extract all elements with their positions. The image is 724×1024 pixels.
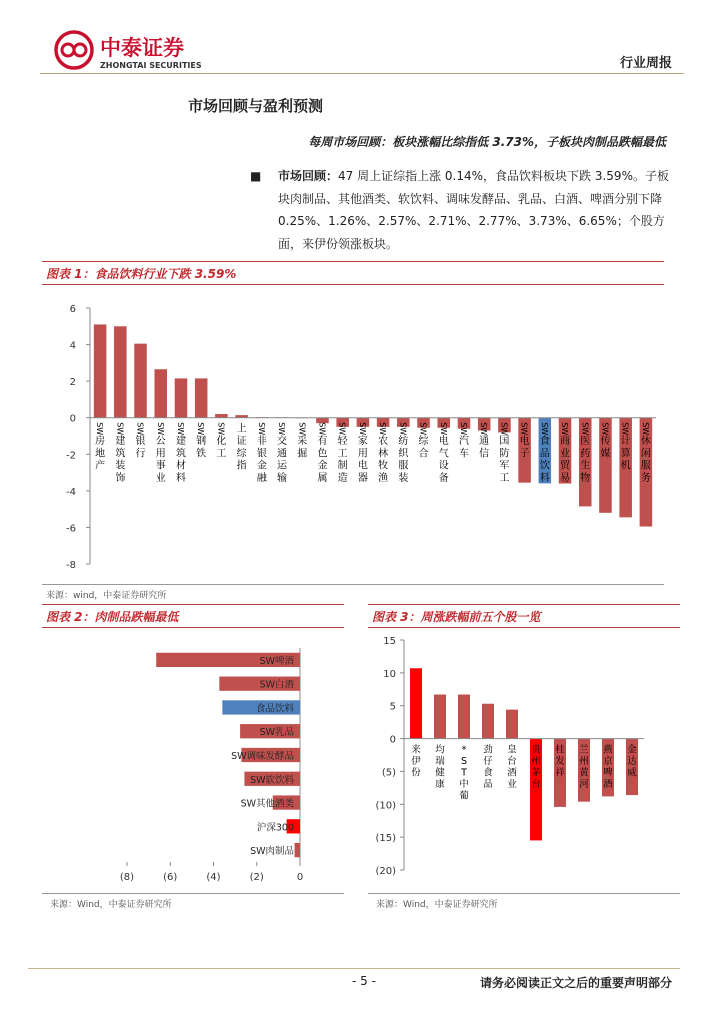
x-label-劲仔食品: [483, 744, 493, 791]
label-char: 来: [411, 744, 421, 756]
label-char: 输: [277, 472, 288, 484]
label-char: 非: [256, 436, 267, 448]
label-char: 瑞: [435, 756, 445, 768]
label-char: 发: [555, 756, 565, 768]
y-tick-label: 0: [69, 413, 76, 425]
label-char: 茅: [531, 767, 541, 779]
bar-SW银行: [134, 344, 147, 418]
label-char: 属: [317, 472, 328, 484]
label-char: 通: [479, 436, 490, 448]
label-char: SW: [216, 422, 226, 436]
label-char: 材: [175, 460, 186, 472]
category-label-SW软饮料: SW软饮料: [250, 774, 294, 786]
category-label-SW白酒: SW白酒: [259, 679, 294, 691]
label-char: 食: [483, 767, 493, 779]
label-char: 装: [398, 472, 409, 484]
category-label-SW其他酒类: SW其他酒类: [240, 798, 294, 810]
label-char: 生: [580, 460, 591, 472]
label-char: 黄: [579, 767, 589, 779]
label-char: 中: [459, 779, 469, 791]
market-review-paragraph: [250, 165, 672, 255]
label-char: SW: [317, 422, 327, 436]
label-char: 渔: [378, 472, 389, 484]
x-label-燕京啤酒: [603, 744, 613, 791]
label-char: 子: [519, 448, 530, 460]
label-char: SW: [519, 422, 529, 436]
label-char: 州: [531, 756, 541, 768]
x-label-SW综合: [419, 422, 430, 459]
label-char: 运: [277, 460, 288, 472]
x-label-SW传媒: [600, 422, 610, 459]
x-label-SW化工: [216, 422, 226, 459]
x-label-SW休闲服务: [641, 422, 651, 484]
label-char: SW: [398, 422, 408, 436]
label-char: 色: [317, 448, 328, 460]
y-tick-label: -2: [66, 450, 76, 462]
section-subtitle: 每周市场回顾：板块涨幅比综指低 3.73%，子板块肉制品跌幅最低: [308, 135, 666, 149]
category-label-SW肉制品: SW肉制品: [250, 846, 294, 858]
label-char: 闲: [640, 448, 651, 460]
x-label-均瑞健康: [435, 744, 445, 791]
logo-brand-cn: 中泰证券: [100, 36, 184, 60]
label-char: SW: [297, 422, 307, 436]
label-char: 饮: [539, 460, 550, 472]
label-char: 证: [236, 436, 247, 448]
label-char: 服: [640, 460, 651, 472]
label-char: SW: [458, 422, 468, 436]
label-char: 物: [580, 472, 591, 484]
label-char: 地: [95, 448, 106, 460]
label-char: 贵: [531, 744, 541, 756]
label-char: 气: [438, 448, 449, 460]
label-char: 综: [418, 436, 429, 448]
category-label-SW调味发酵品: SW调味发酵品: [231, 751, 294, 762]
category-label-沪深300: 沪深300: [256, 822, 294, 834]
bar-SW肉制品: [295, 843, 300, 857]
label-char: 计: [620, 436, 631, 448]
label-char: 公: [155, 436, 166, 448]
label-char: 健: [435, 767, 445, 779]
label-char: 钢: [196, 436, 207, 448]
x-label-SW银行: [136, 422, 146, 459]
x-label-SW电气设备: [439, 422, 449, 484]
label-char: 军: [499, 460, 510, 472]
label-char: 料: [539, 472, 550, 484]
x-label-SW有色金属: [317, 422, 327, 484]
label-char: SW: [418, 422, 428, 436]
x-label-SW汽车: [459, 422, 469, 459]
label-char: 工: [499, 472, 510, 484]
label-char: 威: [627, 767, 637, 779]
label-char: 农: [378, 436, 389, 448]
logo-brand-en: ZHONGTAI SECURITIES: [100, 61, 202, 70]
figure2-source: 来源：Wind，中泰证券研究所: [50, 900, 172, 910]
x-label-SW计算机: [621, 422, 631, 471]
label-char: SW: [600, 422, 610, 436]
label-char: 融: [256, 472, 267, 484]
x-label-上证综指: [237, 422, 248, 472]
y-tick-label: -8: [66, 560, 76, 571]
label-char: 饰: [115, 472, 126, 484]
label-char: SW: [378, 422, 388, 436]
label-char: 家: [357, 436, 368, 448]
label-char: 易: [560, 472, 571, 484]
x-label-SW非银金融: [257, 422, 268, 484]
label-char: 品: [483, 779, 493, 791]
label-char: 算: [620, 448, 631, 460]
y-tick-label: -6: [66, 523, 76, 535]
label-char: 燕: [603, 744, 613, 756]
label-char: 信: [479, 448, 490, 460]
label-char: 通: [277, 448, 288, 460]
x-label-SW国防军工: [499, 422, 509, 484]
bar-SW公用事业: [154, 369, 167, 417]
label-char: 达: [627, 756, 637, 768]
label-char: 建: [115, 436, 126, 448]
label-char: 电: [357, 460, 368, 472]
label-char: 器: [357, 472, 368, 484]
y-tick-label: 6: [69, 304, 76, 315]
label-char: 牧: [378, 460, 389, 472]
label-char: 酒: [603, 779, 613, 791]
figure1-chart: [42, 290, 664, 585]
label-char: 劲: [483, 744, 493, 756]
label-char: SW: [115, 422, 125, 436]
figure1-source-divider: [42, 584, 664, 585]
x-tick-label: 0: [296, 872, 304, 883]
label-char: 贸: [560, 460, 571, 472]
figure1-title: 图表 1：食品饮料行业下跌 3.59%: [46, 267, 237, 281]
x-tick-label: (6): [163, 872, 178, 883]
x-label-来伊份: [411, 744, 421, 779]
label-char: *: [461, 744, 467, 756]
label-char: 桂: [555, 744, 565, 756]
label-char: 兰: [579, 744, 589, 756]
label-char: 服: [398, 460, 409, 472]
category-label-SW乳品: SW乳品: [259, 727, 294, 739]
label-char: 电: [438, 436, 449, 448]
figure2-source-divider: [42, 893, 344, 894]
logo-right-loop: [74, 44, 86, 56]
label-char: 啤: [603, 767, 613, 779]
label-char: 休: [640, 436, 651, 448]
label-char: SW: [479, 422, 489, 436]
label-char: SW: [640, 422, 650, 436]
label-char: 产: [95, 460, 106, 472]
x-label-兰州黄河: [579, 744, 589, 791]
label-char: 药: [580, 448, 591, 460]
label-char: 掘: [297, 448, 308, 460]
label-char: 化: [216, 436, 227, 448]
label-char: SW: [95, 422, 105, 436]
x-tick-label: (4): [206, 872, 221, 883]
figure1-title-bar: [42, 261, 664, 285]
label-char: SW: [277, 422, 287, 436]
x-label-SW房地产: [95, 422, 105, 471]
label-char: 料: [175, 472, 186, 484]
label-char: 传: [600, 436, 611, 448]
label-char: 皇: [507, 744, 517, 756]
label-char: 筑: [115, 448, 126, 460]
label-char: 筑: [175, 448, 186, 460]
x-label-SW医药生物: [580, 422, 590, 484]
label-char: 设: [438, 460, 449, 472]
label-char: 医: [580, 436, 591, 448]
label-char: SW: [560, 422, 570, 436]
paragraph-text: 47 周上证综指上涨 0.14%，食品饮料板块下跌 3.59%。子板块肉制品、其他酒类、软饮料、调味发酵品、乳品、白酒、啤酒分别下降 0.25%、1.26%、2.57%、2.71%、2.77%、3.73%、6.65%；个股方面，来伊份领涨板块。: [278, 169, 669, 251]
label-char: 轻: [337, 436, 348, 448]
label-char: 业: [155, 472, 166, 484]
label-char: 建: [175, 436, 186, 448]
label-char: 指: [236, 460, 247, 472]
footer-divider: [28, 968, 680, 969]
paragraph-lead: 市场回顾：: [278, 169, 339, 183]
label-char: 用: [357, 448, 368, 460]
x-label-SW建筑材料: [176, 422, 186, 484]
figure3-title-bar: [368, 604, 680, 628]
label-char: 台: [507, 756, 517, 768]
y-tick-label: (10): [375, 800, 396, 812]
logo-left-loop: [62, 44, 74, 56]
label-char: 京: [603, 756, 613, 768]
label-char: 事: [155, 460, 166, 472]
figure3-chart: [368, 630, 680, 892]
label-char: 国: [499, 436, 510, 448]
x-label-SW商业贸易: [560, 422, 571, 484]
label-char: 业: [507, 779, 517, 791]
label-char: SW: [580, 422, 590, 436]
label-char: 银: [256, 448, 267, 460]
x-label-SW建筑装饰: [115, 422, 125, 484]
label-char: SW: [357, 422, 367, 436]
label-char: 伊: [411, 756, 421, 768]
label-char: SW: [620, 422, 630, 436]
label-char: SW: [135, 422, 145, 436]
x-label-SW通信: [479, 422, 489, 459]
label-char: 金: [627, 744, 637, 756]
label-char: 造: [337, 472, 348, 484]
label-char: 林: [378, 448, 389, 460]
label-char: S: [460, 756, 468, 768]
x-label-*ST中葡: [459, 745, 469, 802]
label-char: 食: [539, 436, 550, 448]
company-logo: [52, 28, 282, 72]
bar-SW房地产: [94, 324, 107, 417]
label-char: 均: [435, 744, 445, 756]
figure3-source: 来源：Wind，中泰证券研究所: [376, 900, 498, 910]
label-char: 份: [411, 767, 421, 779]
y-tick-label: 5: [389, 701, 396, 713]
bar-SW建筑材料: [175, 378, 188, 417]
x-label-SW食品饮料: [540, 422, 550, 484]
figure2-chart: [42, 630, 344, 892]
label-char: 车: [458, 448, 469, 460]
label-char: 铁: [196, 448, 207, 460]
y-tick-label: 0: [389, 734, 396, 746]
label-char: 银: [135, 436, 146, 448]
page-number: - 5 -: [352, 974, 376, 988]
label-char: 河: [579, 779, 589, 791]
label-char: SW: [337, 422, 347, 436]
label-char: 备: [438, 472, 449, 484]
x-label-SW轻工制造: [338, 422, 349, 484]
x-label-SW纺织服装: [398, 422, 409, 484]
label-char: 制: [337, 460, 348, 472]
section-title: 市场回顾与盈利预测: [188, 97, 324, 115]
figure1-source: 来源：wind，中泰证券研究所: [46, 591, 167, 601]
bar-劲仔食品: [482, 704, 494, 739]
x-tick-label: (2): [249, 872, 264, 883]
label-char: SW: [438, 422, 448, 436]
x-label-金达威: [627, 744, 637, 779]
bar-SW化工: [215, 414, 228, 418]
label-char: SW: [155, 422, 165, 436]
x-label-SW钢铁: [196, 422, 206, 459]
label-char: 上: [236, 423, 247, 435]
label-char: 行: [135, 448, 146, 460]
label-char: 务: [640, 472, 651, 484]
label-char: 电: [519, 436, 530, 448]
label-char: 酒: [507, 767, 517, 779]
category-label-食品饮料: 食品饮料: [255, 703, 294, 715]
figure2-title-bar: [42, 604, 344, 628]
figure2-title: 图表 2：肉制品跌幅最低: [46, 610, 179, 624]
report-type-label: 行业周报: [619, 56, 672, 71]
label-char: 工: [216, 448, 227, 460]
label-char: 葡: [459, 790, 469, 802]
label-char: 有: [317, 436, 328, 448]
label-char: 交: [277, 436, 288, 448]
y-tick-label: 15: [383, 636, 396, 647]
label-char: 用: [155, 448, 166, 460]
label-char: 媒: [600, 448, 611, 460]
footer-disclaimer: 请务必阅读正文之后的重要声明部分: [479, 976, 672, 990]
y-tick-label: 4: [69, 340, 76, 352]
label-char: 金: [256, 460, 267, 472]
y-tick-label: 10: [383, 668, 396, 680]
label-char: SW: [539, 422, 549, 436]
label-char: 工: [337, 448, 348, 460]
header-divider: [40, 73, 684, 74]
label-char: SW: [196, 422, 206, 436]
x-label-SW家用电器: [358, 422, 368, 484]
label-char: 业: [560, 448, 571, 460]
x-label-贵州茅台: [531, 744, 541, 791]
label-char: SW: [256, 422, 266, 436]
y-tick-label: (20): [375, 866, 396, 877]
label-char: SW: [499, 422, 509, 436]
y-tick-label: (15): [375, 833, 396, 845]
label-char: 金: [317, 460, 328, 472]
label-char: 康: [435, 779, 445, 791]
bar-*ST中葡: [458, 695, 470, 739]
label-char: SW: [175, 422, 185, 436]
label-char: T: [461, 767, 467, 779]
label-char: 台: [531, 779, 541, 791]
x-tick-label: (8): [119, 872, 135, 883]
bar-皇台酒业: [506, 710, 518, 739]
y-tick-label: (5): [381, 767, 396, 779]
label-char: 机: [620, 460, 631, 472]
label-char: 采: [297, 436, 308, 448]
bar-来伊份: [410, 668, 422, 738]
label-char: 仔: [483, 756, 493, 768]
category-label-SW啤酒: SW啤酒: [259, 655, 294, 667]
y-tick-label: 2: [69, 377, 76, 389]
label-char: 织: [398, 448, 409, 460]
x-label-SW电子: [520, 422, 530, 459]
figure3-source-divider: [368, 893, 680, 894]
x-label-SW公用事业: [156, 422, 166, 484]
label-char: 防: [499, 448, 510, 460]
label-char: 装: [115, 460, 126, 472]
label-char: 房: [95, 436, 106, 448]
bar-均瑞健康: [434, 695, 446, 739]
x-label-SW交通运输: [277, 422, 288, 484]
label-char: 品: [539, 448, 550, 460]
bullet-icon: ■: [250, 169, 262, 183]
label-char: 祥: [555, 767, 565, 779]
label-char: 综: [236, 448, 247, 460]
x-label-SW采掘: [297, 422, 307, 459]
label-char: 汽: [458, 436, 469, 448]
bar-SW钢铁: [195, 378, 208, 417]
label-char: 州: [579, 756, 589, 768]
figure3-title: 图表 3：周涨跌幅前五个股一览: [372, 610, 541, 624]
label-char: 纺: [398, 436, 409, 448]
x-label-桂发祥: [555, 744, 565, 779]
y-tick-label: -4: [66, 486, 76, 498]
x-label-SW农林牧渔: [378, 422, 388, 484]
bar-SW建筑装饰: [114, 326, 127, 417]
label-char: 商: [560, 436, 571, 448]
x-label-皇台酒业: [507, 744, 517, 791]
label-char: 合: [418, 448, 429, 460]
